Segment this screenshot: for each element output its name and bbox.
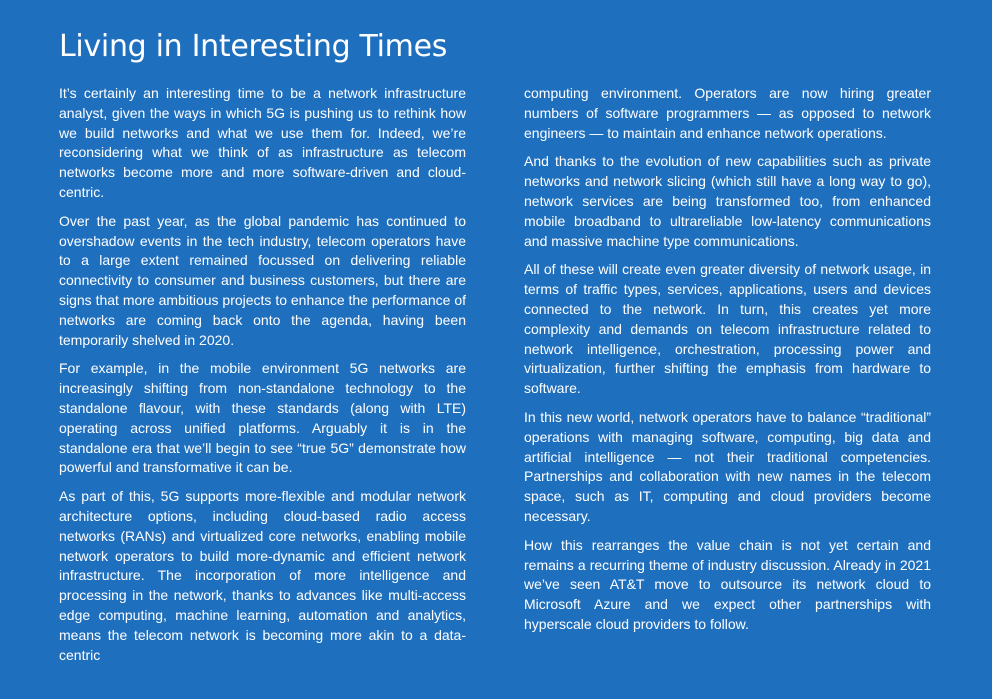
right-column (524, 84, 931, 644)
paragraph: In this new world, network operators have to balance “traditional” operations with managing software, computing, big data and artificial intelligence — not their traditional competencies. Partnerships and collaboration with new names in the telecom space, such as IT, computing and cloud providers become necessary. (524, 408, 931, 524)
paragraph: As part of this, 5G supports more-flexible and modular network architecture options, including cloud-based radio access networks (RANs) and virtualized core networks, enabling mobile network operators to build more-dynamic and efficient network infrastructure. The incorporation of more intelligence and processing in the network, thanks to advances like multi-access edge computing, machine learning, automation and analytics, means the telecom network is becoming more akin to a data-centric (59, 488, 466, 663)
paragraph: How this rearranges the value chain is not yet certain and remains a recurring theme of industry discussion. Already in 2021 we’ve seen AT&T move to outsource its network cloud to Microsoft Azure and we expect other partnerships with hyperscale cloud providers to follow. (524, 536, 931, 632)
paragraph: It’s certainly an interesting time to be a network infrastructure analyst, given the ways in which 5G is pushing us to rethink how we build networks and what we use them for. Indeed, we’re reconsidering what we think of as infrastructure as telecom networks become more and more software-driven and cloud-centric. (59, 85, 466, 200)
left-column (59, 84, 466, 674)
paragraph: computing environment. Operators are now hiring greater numbers of software programmers — as opposed to network engineers — to maintain and enhance network operations. (524, 85, 931, 141)
paragraph: And thanks to the evolution of new capabilities such as private networks and network slicing (which still have a long way to go), network services are being transformed too, from enhanced mobile broadband to ultrareliable low-latency communications and massive machine type communications. (524, 153, 931, 249)
page-title: Living in Interesting Times (59, 29, 448, 64)
paragraph: All of these will create even greater diversity of network usage, in terms of traffic types, services, applications, users and devices connected to the network. In turn, this creates yet more complexity and demands on telecom infrastructure related to network intelligence, orchestration, processing power and virtualization, further shifting the emphasis from hardware to software. (524, 261, 931, 397)
paragraph: For example, in the mobile environment 5G networks are increasingly shifting from non-standalone technology to the standalone flavour, with these standards (along with LTE) operating across unified platforms. Arguably it is in the standalone era that we’ll begin to see “true 5G” demonstrate how powerful and transformative it can be. (59, 360, 466, 476)
paragraph: Over the past year, as the global pandemic has continued to overshadow events in the tech industry, telecom operators have to a large extent remained focussed on delivering reliable connectivity to consumer and business customers, but there are signs that more ambitious projects to enhance the performance of networks are coming back onto the agenda, having been temporarily shelved in 2020. (59, 212, 466, 348)
